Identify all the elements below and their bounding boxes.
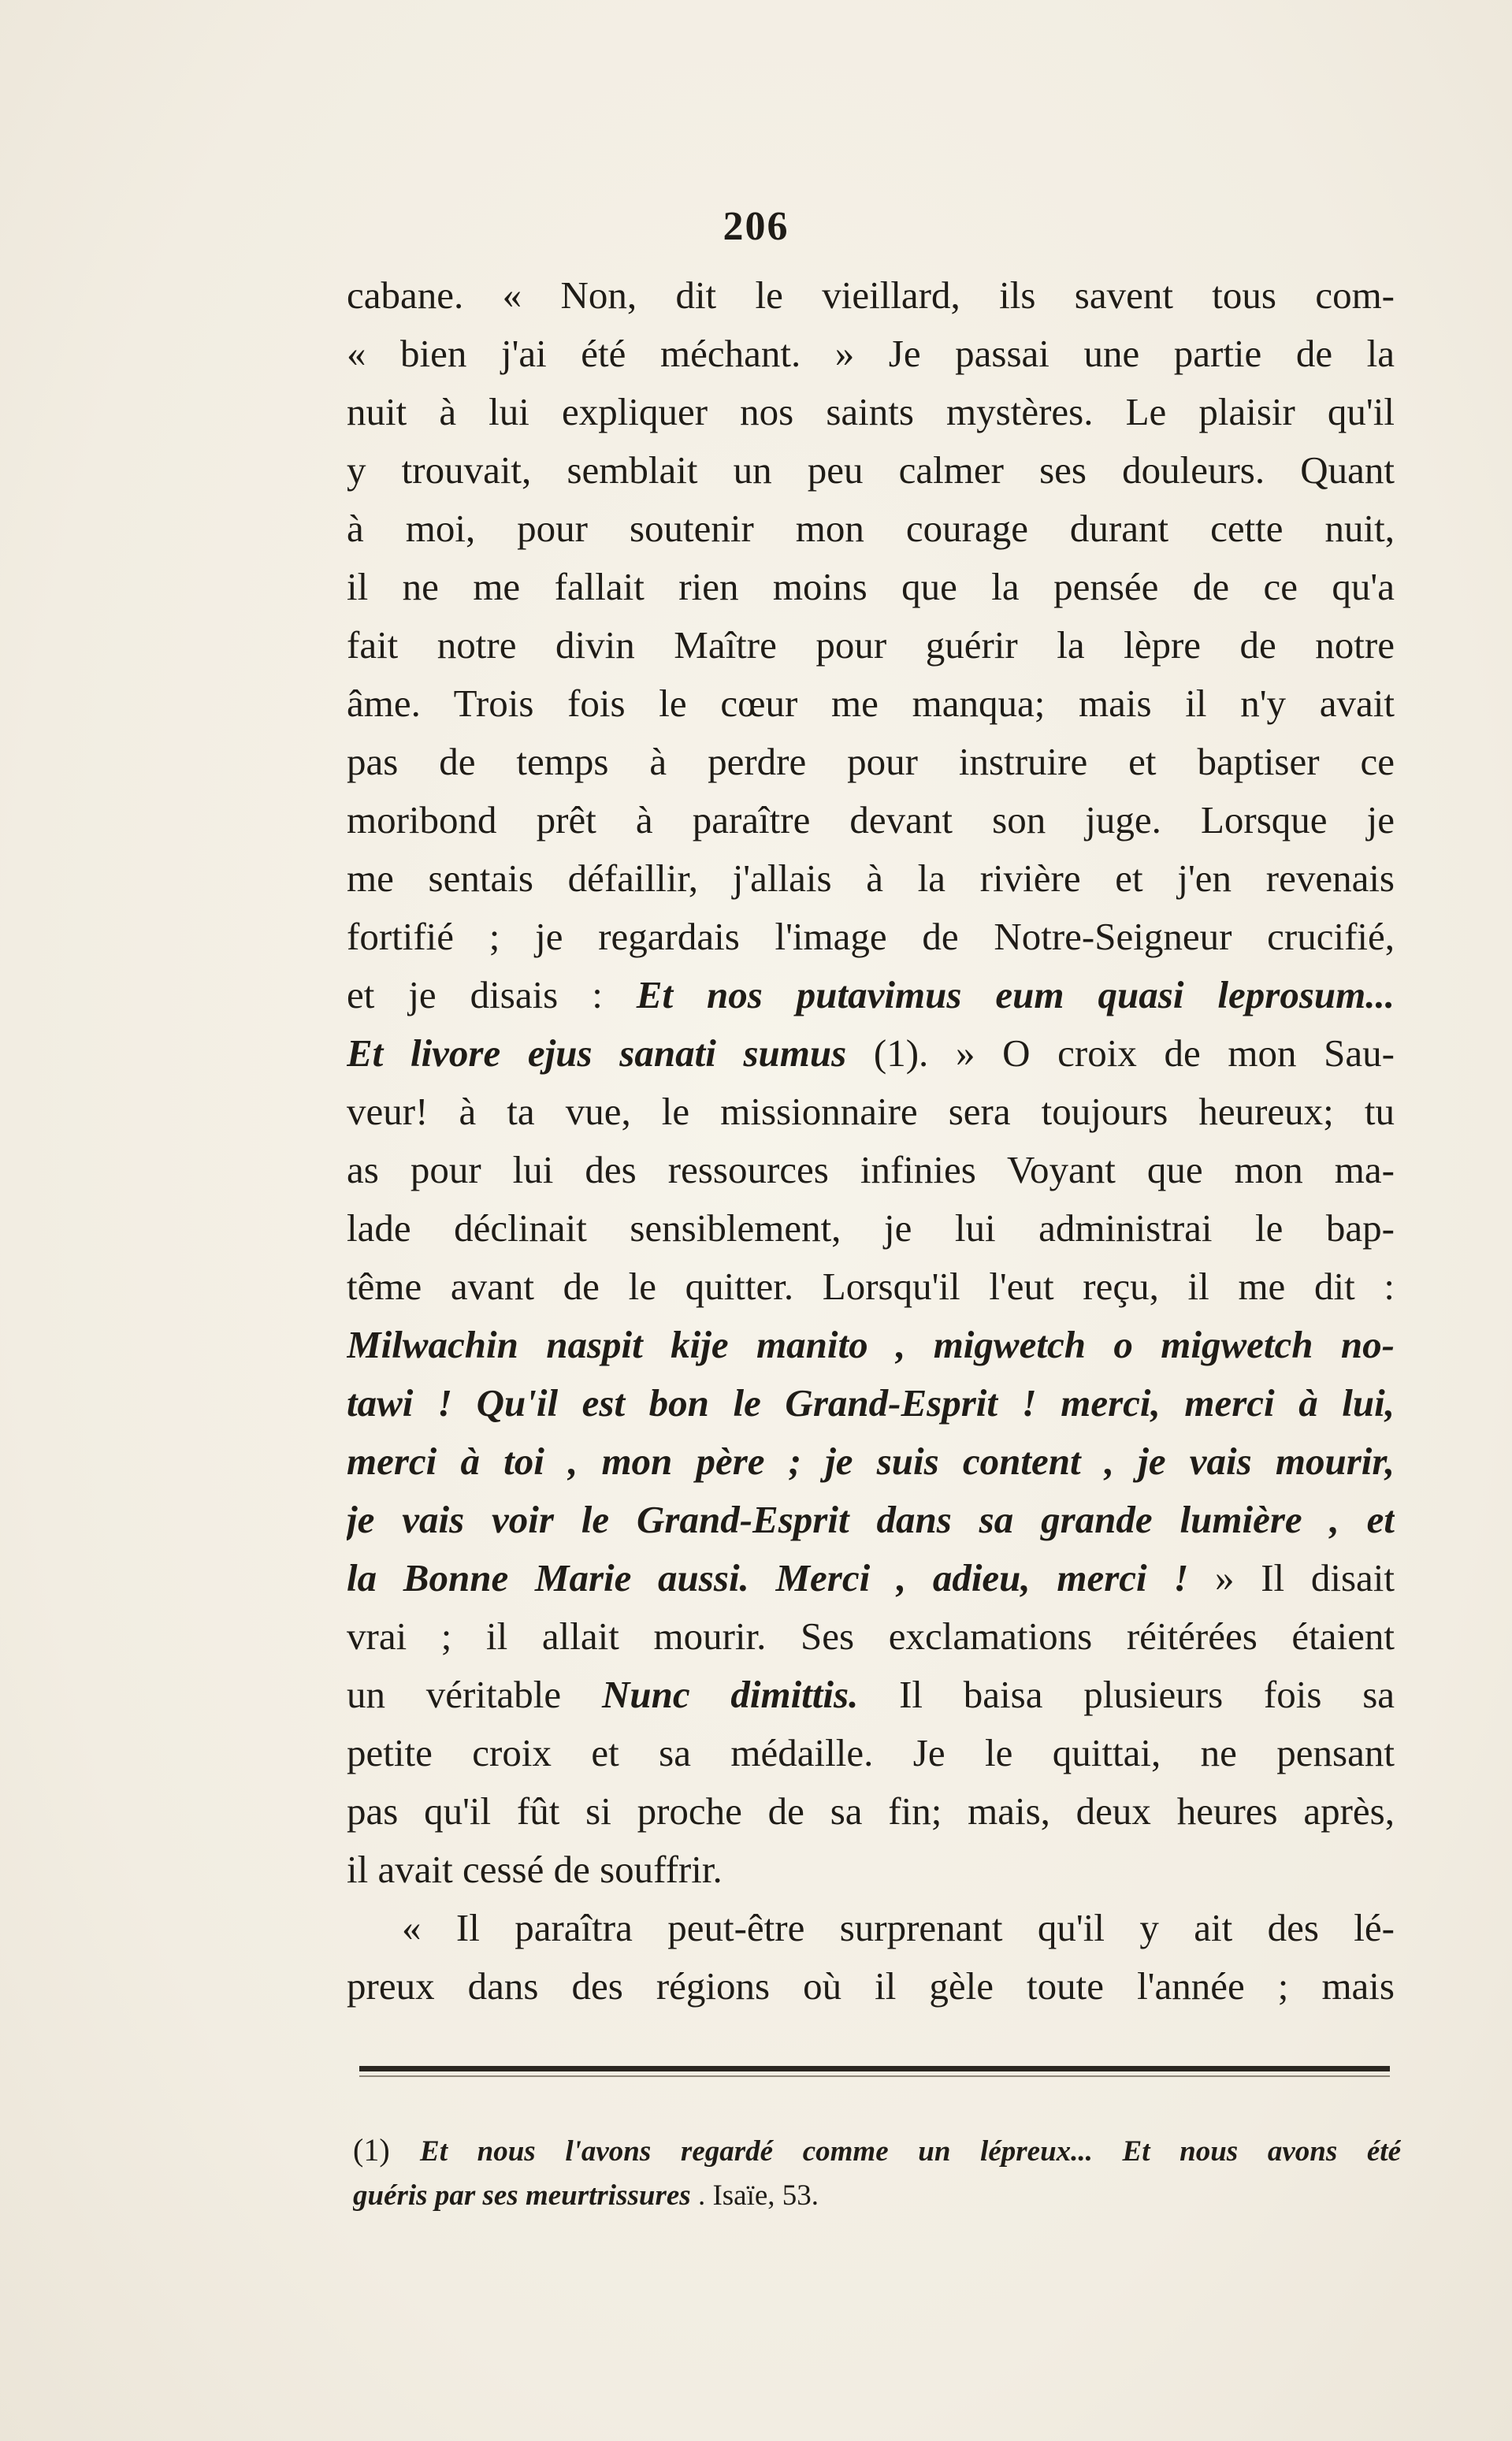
body-line xyxy=(347,1141,1395,1199)
footnote xyxy=(353,2127,1401,2219)
body-line xyxy=(347,558,1395,616)
body-line xyxy=(347,1957,1395,2016)
body-text-span: merci à toi , mon père ; je suis content , je vais mourir, xyxy=(347,1440,1395,1483)
body-text-span: Et nos putavimus eum quasi leprosum... xyxy=(636,973,1395,1016)
body-line xyxy=(347,1899,1395,1957)
footnote-separator-thin-rule xyxy=(359,2075,1390,2077)
body-line xyxy=(347,1374,1395,1432)
body-line xyxy=(347,1199,1395,1258)
body-line xyxy=(347,383,1395,441)
body-text-span: à moi, pour soutenir mon courage durant cette nuit, xyxy=(347,507,1395,550)
body-line xyxy=(347,616,1395,674)
footnote-line xyxy=(353,2173,1401,2219)
body-line xyxy=(347,1724,1395,1782)
body-line xyxy=(347,500,1395,558)
body-line xyxy=(347,1491,1395,1549)
body-text-span: vrai ; il allait mourir. Ses exclamations réitérées étaient xyxy=(347,1614,1395,1658)
body-text-span: y trouvait, semblait un peu calmer ses douleurs. Quant xyxy=(347,448,1395,492)
body-line xyxy=(347,849,1395,908)
body-text-span: me sentais défaillir, j'allais à la rivière et j'en revenais xyxy=(347,856,1395,900)
page-number: 206 xyxy=(723,204,789,249)
body-line xyxy=(347,266,1395,325)
body-text-span: tême avant de le quitter. Lorsqu'il l'eut reçu, il me dit : xyxy=(347,1265,1395,1308)
body-text-span: petite croix et sa médaille. Je le quittai, ne pensant xyxy=(347,1731,1395,1774)
body-text-span: et je disais : xyxy=(347,973,637,1016)
footnote-text-span: Et nous l'avons regardé comme un lépreux... Et nous avons été xyxy=(420,2135,1401,2168)
body-text-span: » Il disait xyxy=(1188,1556,1395,1599)
body-text xyxy=(347,266,1395,2016)
body-line xyxy=(347,1258,1395,1316)
body-text-span: (1). » O croix de mon Sau- xyxy=(846,1031,1395,1075)
body-line xyxy=(347,908,1395,966)
footnote-text-span: guéris par ses meurtrissures xyxy=(353,2179,691,2212)
body-line xyxy=(347,1083,1395,1141)
body-text-span: Nunc dimittis. xyxy=(601,1673,859,1716)
body-line xyxy=(347,1607,1395,1666)
body-text-span: pas de temps à perdre pour instruire et baptiser ce xyxy=(347,740,1395,783)
footnote-separator-rule xyxy=(359,2066,1390,2071)
body-text-span: preux dans des régions où il gèle toute l'année ; mais xyxy=(347,1964,1395,2008)
body-line xyxy=(347,1549,1395,1607)
body-text-span: fait notre divin Maître pour guérir la lèpre de notre xyxy=(347,623,1395,667)
footnote-line xyxy=(353,2127,1401,2173)
body-text-span: « Il paraîtra peut-être surprenant qu'il y ait des lé- xyxy=(402,1906,1395,1949)
body-text-span: fortifié ; je regardais l'image de Notre-Seigneur crucifié, xyxy=(347,915,1395,958)
body-line xyxy=(347,325,1395,383)
body-line xyxy=(347,966,1395,1024)
body-text-span: « bien j'ai été méchant. » Je passai une partie de la xyxy=(347,332,1395,375)
footnote-text-span: (1) xyxy=(353,2132,421,2168)
body-line xyxy=(347,1841,1395,1899)
body-line xyxy=(347,1024,1395,1083)
body-line xyxy=(347,1316,1395,1374)
body-line xyxy=(347,733,1395,791)
body-line xyxy=(347,1432,1395,1491)
body-text-span: la Bonne Marie aussi. Merci , adieu, merci ! xyxy=(347,1556,1189,1599)
body-text-span: il avait cessé de souffrir. xyxy=(347,1848,723,1891)
body-line xyxy=(347,791,1395,849)
body-text-span: Il baisa plusieurs fois sa xyxy=(858,1673,1395,1716)
body-text-span: un véritable xyxy=(347,1673,602,1716)
body-text-span: pas qu'il fût si proche de sa fin; mais, deux heures après, xyxy=(347,1789,1395,1833)
body-line xyxy=(347,674,1395,733)
body-text-span: as pour lui des ressources infinies Voyant que mon ma- xyxy=(347,1148,1395,1191)
body-text-span: il ne me fallait rien moins que la pensée de ce qu'a xyxy=(347,565,1395,608)
footnote-text-span: . Isaïe, 53. xyxy=(690,2179,819,2212)
body-line xyxy=(347,1666,1395,1724)
body-text-span: Milwachin naspit kije manito , migwetch o migwetch no- xyxy=(347,1323,1395,1366)
body-text-span: lade déclinait sensiblement, je lui administrai le bap- xyxy=(347,1206,1395,1250)
body-text-span: tawi ! Qu'il est bon le Grand-Esprit ! merci, merci à lui, xyxy=(347,1381,1395,1425)
body-text-span: âme. Trois fois le cœur me manqua; mais il n'y avait xyxy=(347,682,1395,725)
body-text-span: veur! à ta vue, le missionnaire sera toujours heureux; tu xyxy=(347,1090,1395,1133)
body-text-span: je vais voir le Grand-Esprit dans sa grande lumière , et xyxy=(347,1498,1395,1541)
body-text-span: nuit à lui expliquer nos saints mystères. Le plaisir qu'il xyxy=(347,390,1395,433)
body-line xyxy=(347,1782,1395,1841)
body-line xyxy=(347,441,1395,500)
body-text-span: moribond prêt à paraître devant son juge. Lorsque je xyxy=(347,798,1395,842)
body-text-span: cabane. « Non, dit le vieillard, ils savent tous com- xyxy=(347,273,1395,317)
body-text-span: Et livore ejus sanati sumus xyxy=(347,1031,847,1075)
